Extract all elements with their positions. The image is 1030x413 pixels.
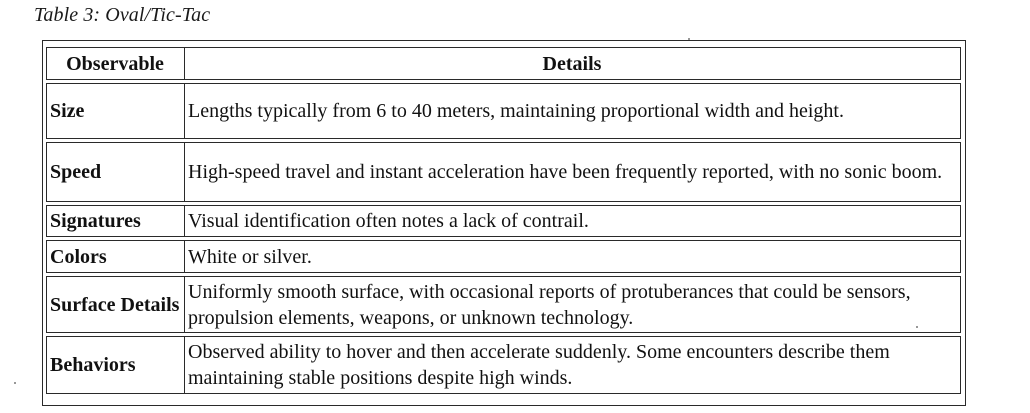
- header-details: Details: [185, 47, 961, 80]
- details-cell: Observed ability to hover and then accelerate suddenly. Some encounters describe them maintaining stable positions despite high winds.: [185, 336, 961, 394]
- details-cell: High-speed travel and instant acceleration have been frequently reported, with no sonic boom.: [185, 142, 961, 202]
- observable-cell: Behaviors: [46, 336, 185, 394]
- details-cell: Lengths typically from 6 to 40 meters, maintaining proportional width and height.: [185, 83, 961, 139]
- observable-cell: Signatures: [46, 205, 185, 237]
- table-row: [46, 336, 961, 394]
- observables-table: [46, 44, 961, 397]
- scan-speck: [688, 38, 690, 40]
- observable-cell: Surface Details: [46, 276, 185, 333]
- table-row: [46, 276, 961, 333]
- observable-cell: Size: [46, 83, 185, 139]
- observable-cell: Colors: [46, 240, 185, 273]
- table-header-row: [46, 47, 961, 80]
- details-cell: Uniformly smooth surface, with occasional reports of protuberances that could be sensors, propulsion elements, weapons, or unknown technology.: [185, 276, 961, 333]
- observable-cell: Speed: [46, 142, 185, 202]
- table-caption: Table 3: Oval/Tic-Tac: [34, 4, 211, 26]
- details-cell: White or silver.: [185, 240, 961, 273]
- header-observable: Observable: [46, 47, 185, 80]
- table-row: [46, 205, 961, 237]
- table-row: [46, 83, 961, 139]
- scan-speck: [916, 326, 918, 328]
- table-frame: [42, 40, 966, 406]
- scan-speck: [14, 382, 16, 384]
- table-row: [46, 142, 961, 202]
- table-row: [46, 240, 961, 273]
- details-cell: Visual identification often notes a lack of contrail.: [185, 205, 961, 237]
